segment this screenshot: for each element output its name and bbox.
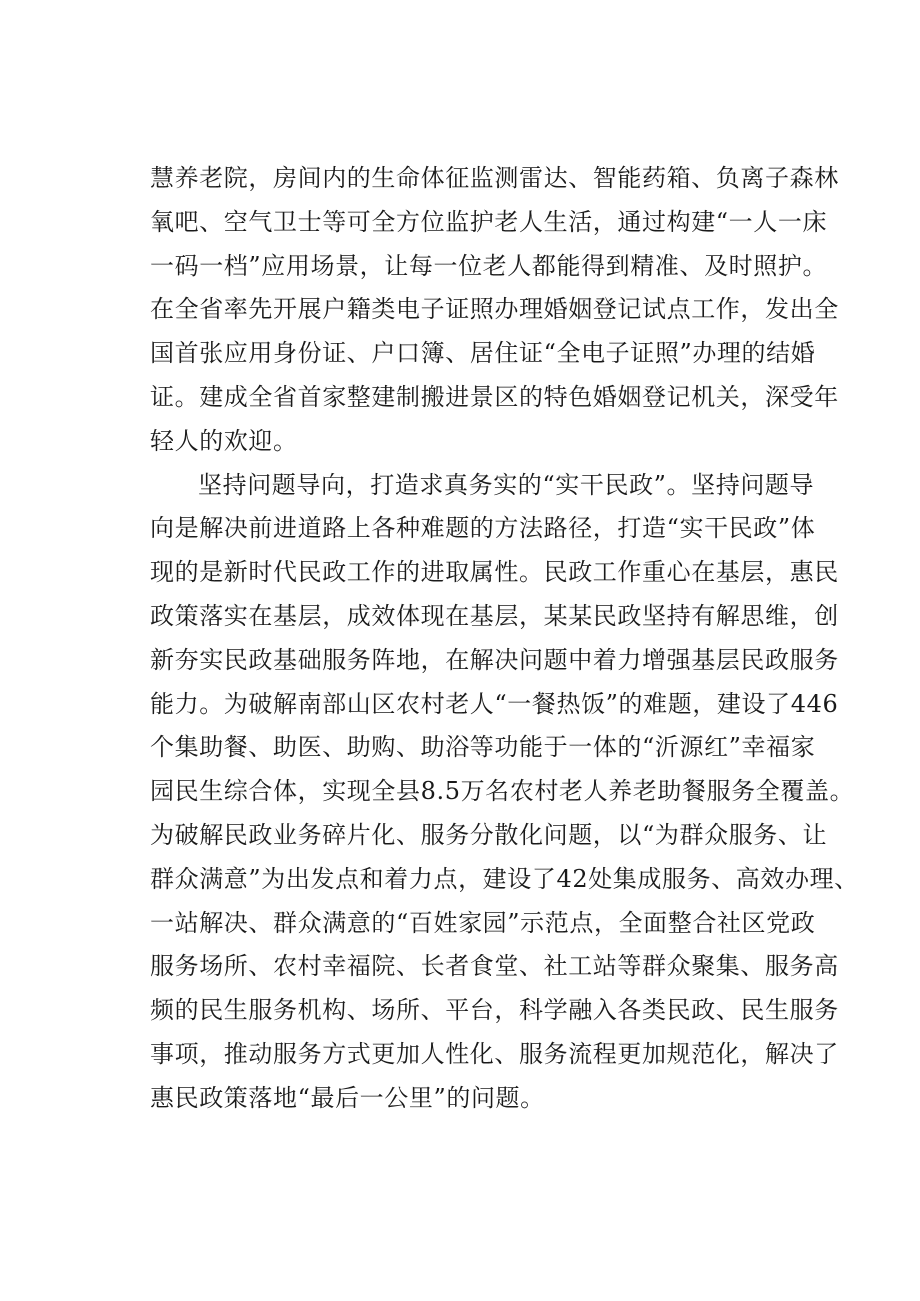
paragraph-line: 为破解民政业务碎片化、服务分散化问题，以“为群众服务、让 [150,820,828,849]
paragraph-line: 氧吧、空气卫士等可全方位监护老人生活，通过构建“一人一床 [150,207,828,236]
paragraph-line: 服务场所、农村幸福院、长者食堂、社工站等群众聚集、服务高 [150,952,839,981]
paragraph-line: 证。建成全省首家整建制搬进景区的特色婚姻登记机关，深受年 [150,382,839,411]
paragraph-2 [150,464,859,1121]
paragraph-line: 群众满意”为出发点和着力点，建设了42处集成服务、高效办理、 [150,864,859,893]
paragraph-line: 轻人的欢迎。 [150,426,298,455]
paragraph-line: 向是解决前进道路上各种难题的方法路径，打造“实干民政”体 [150,514,816,543]
paragraph-1 [150,157,839,464]
paragraph-line: 国首张应用身份证、户口簿、居住证“全电子证照”办理的结婚 [150,339,816,368]
paragraph-line: 频的民生服务机构、场所、平台，科学融入各类民政、民生服务 [150,996,839,1025]
paragraph-line: 一站解决、群众满意的“百姓家园”示范点，全面整合社区党政 [150,908,816,937]
paragraph-line: 在全省率先开展户籍类电子证照办理婚姻登记试点工作，发出全 [150,295,839,324]
paragraph-line: 事项，推动服务方式更加人性化、服务流程更加规范化，解决了 [150,1039,839,1068]
paragraph-line: 政策落实在基层，成效体现在基层，某某民政坚持有解思维，创 [150,601,839,630]
paragraph-line: 现的是新时代民政工作的进取属性。民政工作重心在基层，惠民 [150,558,839,587]
paragraph-line: 个集助餐、助医、助购、助浴等功能于一体的“沂源红”幸福家 [150,733,816,762]
document-body [150,157,859,1121]
paragraph-line: 惠民政策落地“最后一公里”的问题。 [150,1083,545,1112]
paragraph-line: 园民生综合体，实现全县8.5万名农村老人养老助餐服务全覆盖。 [150,777,855,806]
paragraph-line-first: 坚持问题导向，打造求真务实的“实干民政”。坚持问题导 [198,470,815,499]
paragraph-line: 慧养老院，房间内的生命体征监测雷达、智能药箱、负离子森林 [150,164,839,192]
paragraph-line: 能力。为破解南部山区农村老人“一餐热饭”的难题，建设了446 [150,689,839,718]
paragraph-line: 一码一档”应用场景，让每一位老人都能得到精准、及时照护。 [150,251,828,280]
paragraph-line: 新夯实民政基础服务阵地，在解决问题中着力增强基层民政服务 [150,645,839,674]
